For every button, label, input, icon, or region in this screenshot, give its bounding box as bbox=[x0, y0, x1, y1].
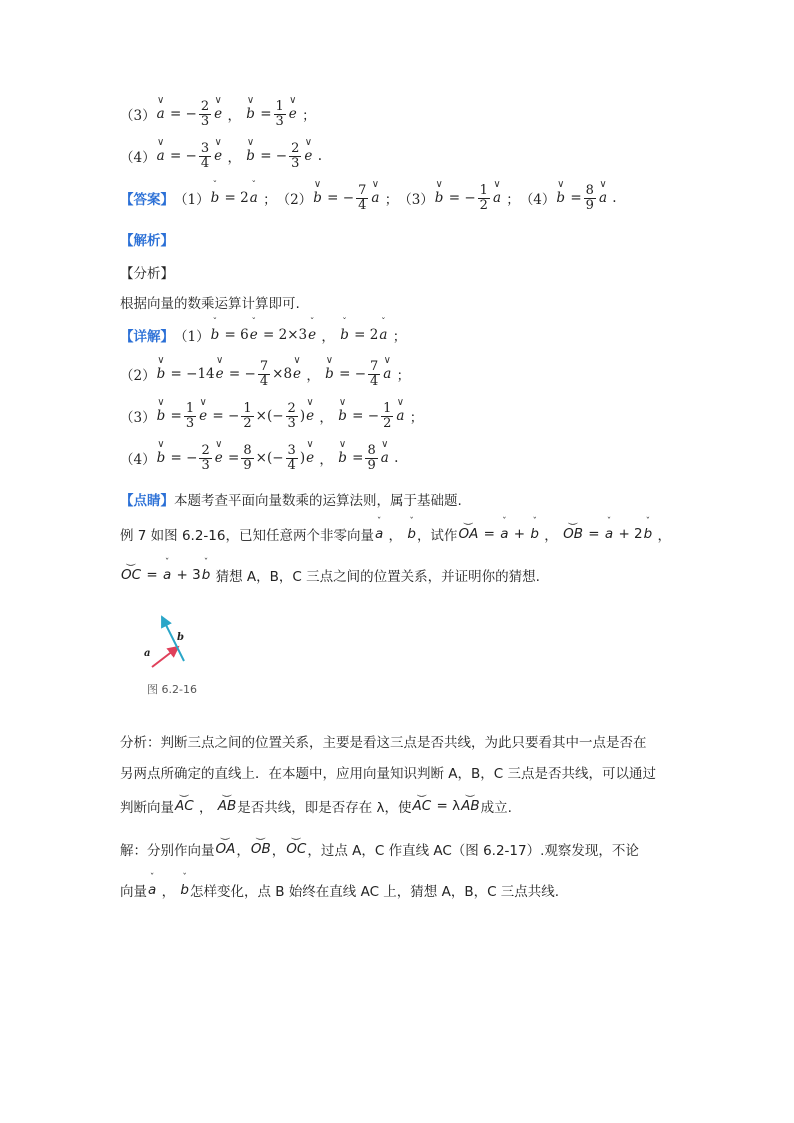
fraction: $\frac{2}{3}$ bbox=[291, 141, 300, 171]
example-tail: 猜想 A，B，C 三点之间的位置关系，并证明你的猜想. bbox=[215, 569, 540, 585]
item-4: （4） ∨ a = − $\frac{3}{4}$ ∨ e ， ∨ b = − $\frac{2}{3}$ ∨ e . bbox=[120, 142, 322, 170]
detail-tag: 【详解】 bbox=[120, 329, 174, 345]
analysis-para-2: 另两点所确定的直线上．在本题中，应用向量知识判断 A，B，C 三点是否共线，可以通过 bbox=[120, 766, 657, 782]
comment-line bbox=[120, 489, 462, 509]
item-3: （3） ∨ a = − $\frac{2}{3}$ ∨ e ， ∨ b = $\frac{1}{3}$ ∨ e ； bbox=[120, 100, 316, 128]
fraction: $\frac{1}{3}$ bbox=[275, 99, 284, 129]
fraction: $\frac{2}{3}$ bbox=[200, 99, 210, 129]
solution-p1-b: ，过点 A，C 作直线 AC（图 6.2-17）.观察发现，不论 bbox=[307, 843, 639, 859]
example-mid: ，试作 bbox=[416, 528, 458, 544]
analysis-para-1: 分析：判断三点之间的位置关系，主要是看这三点是否共线，为此只要看其中一点是否在 bbox=[120, 735, 647, 751]
detail-3: （3） ∨ b = $\frac{1}{3}$ ∨ e = − $\frac{1}{2}$ ×(− $\frac{2}{3}$ ) ∨ e ， ∨ b = − $\frac{1}{2}$ ∨ a ； bbox=[120, 402, 423, 430]
item-label: （4） bbox=[120, 150, 156, 167]
fenxi-text: 根据向量的数乘运算计算即可. bbox=[120, 296, 300, 312]
vector-a: ∨ a bbox=[156, 106, 166, 122]
analysis-tag: 【解析】 bbox=[120, 233, 174, 249]
comment-tag: 【点睛】 bbox=[120, 493, 174, 509]
vector-e: ∨ e bbox=[303, 148, 313, 164]
item-label: （3） bbox=[120, 108, 156, 125]
vector-b: ∨ b bbox=[245, 106, 256, 122]
vector-a-arrow bbox=[152, 647, 178, 667]
vector-a-label: a bbox=[144, 648, 151, 659]
detail-4: （4） ∨ b = − $\frac{2}{3}$ ∨ e = $\frac{8}{9}$ ×(− $\frac{3}{4}$ ) ∨ e ， ∨ b = $\frac{8}{9}$ ∨ a . bbox=[120, 444, 398, 472]
figure-caption: 图 6.2-16 bbox=[147, 683, 197, 696]
vector-b: ∨ b bbox=[245, 148, 256, 164]
vector-e: ∨ e bbox=[288, 106, 298, 122]
answer-tag: 【答案】 bbox=[120, 192, 174, 209]
example-prefix: 例 7 如图 6.2-16，已知任意两个非零向量 bbox=[120, 528, 374, 544]
analysis-p3-c: 成立. bbox=[480, 800, 512, 816]
vector-e: ∨ e bbox=[213, 148, 223, 164]
vector-b-label: b bbox=[177, 632, 184, 643]
fenxi-tag: 【分析】 bbox=[120, 266, 174, 282]
solution-p2-a: 向量 bbox=[120, 884, 147, 900]
detail-1: 【详解】 （1） ˇ b = 6 ˇ e = 2×3 ˇ e ， ˇ b = 2 ˇ a ； bbox=[120, 325, 406, 345]
solution-para-2: 向量 ˇ a ， ˇ b 怎样变化，点 B 始终在直线 AC 上，猜想 A，B，C 三点共线. bbox=[120, 880, 559, 900]
solution-p2-b: 怎样变化，点 B 始终在直线 AC 上，猜想 A，B，C 三点共线. bbox=[189, 884, 560, 900]
comment-text: 本题考查平面向量数乘的运算法则，属于基础题. bbox=[174, 493, 462, 509]
analysis-p3-a: 判断向量 bbox=[120, 800, 174, 816]
detail-2: （2） ∨ b = −14 ∨ e = − $\frac{7}{4}$ ×8 ∨ e ， ∨ b = − $\frac{7}{4}$ ∨ a ； bbox=[120, 360, 410, 388]
analysis-p3-b: 是否共线，即是否存在 λ，使 bbox=[237, 800, 412, 816]
answer-line: 【答案】 （1） ˇ b = 2 ˇ a ； （2） ∨ b = − $\frac{7}{4}$ ∨ a ； （3） ∨ b = − $\frac{1}{2}$ ∨ a ； （4） ∨ b = $\frac{8}{9}$ ∨ a . bbox=[120, 184, 617, 212]
analysis-para-3: 判断向量 ⏝ AC ， ⏝ AB 是否共线，即是否存在 λ，使 ⏝ AC = λ ⏝ AB 成立. bbox=[120, 796, 512, 816]
fraction: $\frac{3}{4}$ bbox=[200, 141, 210, 171]
vector-a: ∨ a bbox=[156, 148, 166, 164]
solution-para-1: 解：分别作向量 ⏝ OA ， ⏝ OB ， ⏝ OC ，过点 A，C 作直线 AC（图 6.2-17）.观察发现，不论 bbox=[120, 839, 639, 859]
solution-p1-a: 解：分别作向量 bbox=[120, 843, 215, 859]
example-line-2: ⏝ OC = ˇ a + 3 ˇ b 猜想 A，B，C 三点之间的位置关系，并证明你的猜想. bbox=[120, 565, 540, 585]
vector-e: ∨ e bbox=[213, 106, 223, 122]
example-line-1: 例 7 如图 6.2-16，已知任意两个非零向量 ˇ a ， ˇ b ，试作 ⏝ OA = ˇ a + ˇ b ， ⏝ OB = ˇ a + 2 ˇ b ， bbox=[120, 524, 671, 544]
